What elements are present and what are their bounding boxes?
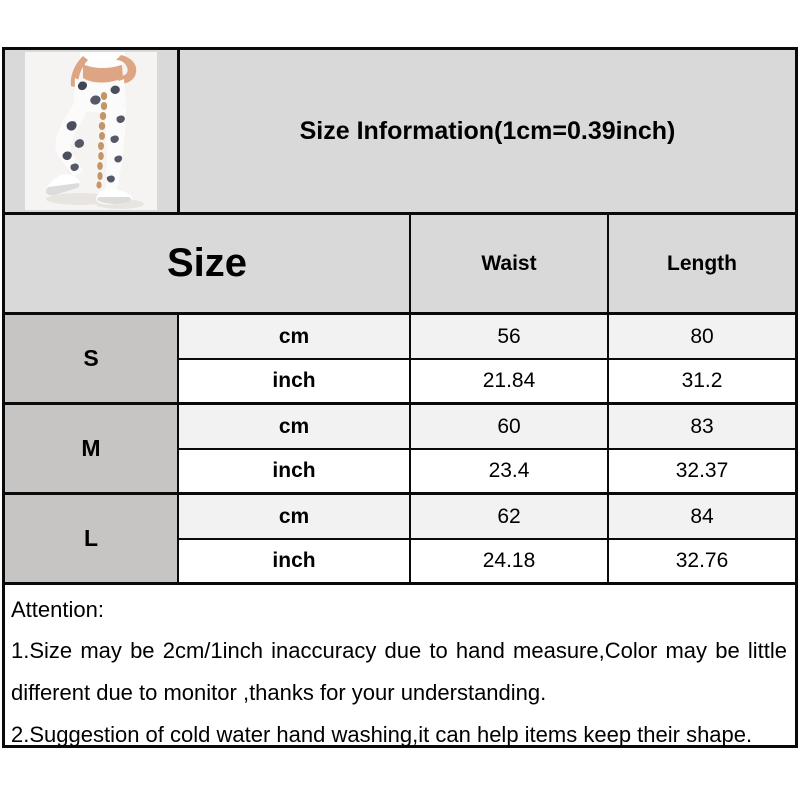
attention-note-1: 1.Size may be 2cm/1inch inaccuracy due to hand measure,Color may be little different due to monitor ,thanks for your understanding. [11,638,787,705]
table-row [179,360,795,402]
waist-value: 60 [411,405,609,448]
length-value: 32.37 [675,459,729,482]
length-value: 84 [690,504,714,528]
waist-value: 23.4 [411,450,609,492]
table-row-group-l [5,495,795,585]
waist-value: 21.84 [411,360,609,402]
table-row [179,315,795,360]
length-value: 80 [690,324,714,348]
table-row [179,405,795,450]
size-s-rows [179,315,795,402]
attention-title: Attention: [11,597,104,622]
header-waist: Waist [411,215,609,312]
table-row [179,495,795,540]
unit-cell: inch [179,540,411,582]
size-sheet [2,47,798,748]
length-value: 31.2 [681,369,723,392]
header-length: Length [667,251,737,275]
size-m-rows [179,405,795,492]
unit-cell: cm [179,315,411,358]
unit-cell: inch [179,360,411,402]
table-header-row [5,215,795,315]
title-cell [180,50,795,212]
length-value: 83 [690,414,714,438]
attention-note-2: 2.Suggestion of cold water hand washing,it can help items keep their shape. [11,722,753,747]
product-image-cell [5,50,180,212]
attention-section [5,585,795,745]
header-size: Size [5,215,411,312]
size-label-l: L [5,495,179,582]
page-title: Size Information(1cm=0.39inch) [299,116,676,145]
table-row-group-m [5,405,795,495]
leggings-product-image [25,52,157,210]
length-value: 32.76 [675,549,729,572]
top-section [5,50,795,215]
unit-cell: inch [179,450,411,492]
waist-value: 56 [411,315,609,358]
table-row [179,450,795,492]
size-label-s: S [5,315,179,402]
waist-value: 24.18 [411,540,609,582]
table-row-group-s [5,315,795,405]
size-l-rows [179,495,795,582]
size-label-m: M [5,405,179,492]
unit-cell: cm [179,495,411,538]
table-row [179,540,795,582]
waist-value: 62 [411,495,609,538]
unit-cell: cm [179,405,411,448]
